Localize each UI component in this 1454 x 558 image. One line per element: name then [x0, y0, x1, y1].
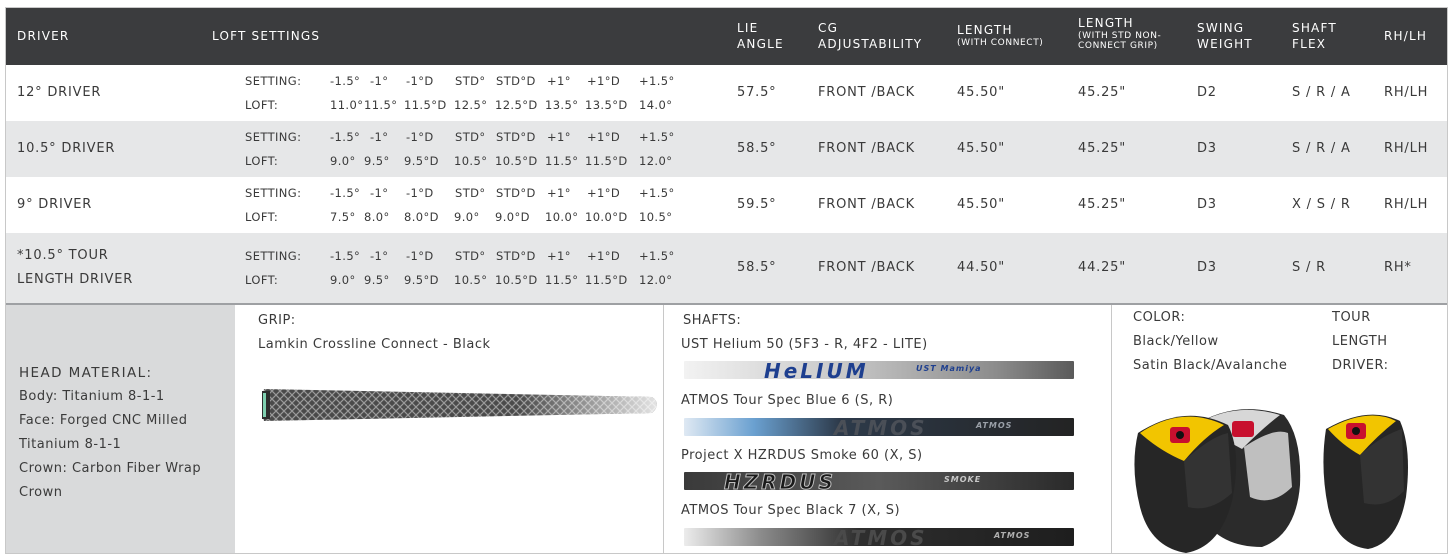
- loft-value: 9.5°D: [404, 154, 439, 168]
- setting-value: -1°: [370, 249, 389, 263]
- setting-value: -1°D: [406, 74, 434, 88]
- loft-value: 9.5°: [364, 154, 390, 168]
- table-row: [6, 233, 1448, 303]
- loft-value: 11.0°: [330, 98, 364, 112]
- setting-value: STD°: [455, 249, 486, 263]
- loft-value: 11.5°D: [585, 273, 628, 287]
- header-lie-angle: LIE ANGLE: [737, 21, 784, 51]
- setting-value: +1°: [547, 74, 571, 88]
- loft-value: 10.5°: [454, 273, 488, 287]
- setting-value: STD°D: [496, 74, 536, 88]
- loft-label: LOFT:: [245, 210, 279, 224]
- divider: [663, 305, 664, 554]
- length-connect: 45.50": [957, 197, 1005, 212]
- head-material-panel: [6, 305, 235, 554]
- head-material-line: Body: Titanium 8-1-1: [19, 389, 165, 404]
- loft-label: LOFT:: [245, 98, 279, 112]
- loft-value: 12.0°: [639, 154, 673, 168]
- setting-value: -1.5°: [330, 249, 361, 263]
- grip-name: Lamkin Crossline Connect - Black: [258, 337, 491, 352]
- header-swing-weight: SWING WEIGHT: [1197, 21, 1253, 51]
- setting-value: -1.5°: [330, 74, 361, 88]
- swing-weight: D3: [1197, 260, 1217, 275]
- swing-weight: D3: [1197, 141, 1217, 156]
- setting-label: SETTING:: [245, 249, 302, 263]
- length-standard: 44.25": [1078, 260, 1126, 275]
- header-length-std: LENGTH (WITH STD NON- CONNECT GRIP): [1078, 16, 1162, 51]
- cg-adjustability: FRONT /BACK: [818, 197, 915, 212]
- setting-value: +1°D: [587, 186, 621, 200]
- loft-settings-grid: [236, 245, 679, 291]
- loft-value: 12.0°: [639, 273, 673, 287]
- loft-value: 9.0°: [454, 210, 480, 224]
- swing-weight: D2: [1197, 85, 1217, 100]
- cg-adjustability: FRONT /BACK: [818, 260, 915, 275]
- setting-value: +1°: [547, 249, 571, 263]
- loft-value: 7.5°: [330, 210, 356, 224]
- loft-value: 12.5°D: [495, 98, 538, 112]
- loft-value: 9.0°: [330, 154, 356, 168]
- setting-value: STD°D: [496, 130, 536, 144]
- hand-orientation: RH/LH: [1384, 85, 1429, 100]
- setting-value: STD°D: [496, 249, 536, 263]
- loft-value: 9.5°: [364, 273, 390, 287]
- header-driver: DRIVER: [17, 29, 70, 43]
- head-material-line: Face: Forged CNC Milled: [19, 413, 188, 428]
- loft-value: 11.5°D: [585, 154, 628, 168]
- length-connect: 44.50": [957, 260, 1005, 275]
- head-material-line: Titanium 8-1-1: [19, 437, 122, 452]
- loft-value: 10.0°: [545, 210, 579, 224]
- setting-value: +1°D: [587, 130, 621, 144]
- shafts-title: SHAFTS:: [683, 313, 742, 328]
- length-connect: 45.50": [957, 141, 1005, 156]
- setting-value: +1°: [547, 186, 571, 200]
- color-title: COLOR:: [1133, 310, 1186, 325]
- loft-value: 9.0°: [330, 273, 356, 287]
- cg-adjustability: FRONT /BACK: [818, 141, 915, 156]
- loft-value: 11.5°: [545, 154, 579, 168]
- setting-value: +1°: [547, 130, 571, 144]
- setting-value: -1°D: [406, 130, 434, 144]
- setting-value: -1°: [370, 186, 389, 200]
- loft-value: 12.5°: [454, 98, 488, 112]
- head-material-line: Crown: Carbon Fiber Wrap: [19, 461, 202, 476]
- header-hand: RH/LH: [1384, 29, 1428, 43]
- length-standard: 45.25": [1078, 141, 1126, 156]
- loft-value: 13.5°D: [585, 98, 628, 112]
- shaft-name: ATMOS Tour Spec Black 7 (X, S): [681, 503, 901, 518]
- setting-value: -1°: [370, 74, 389, 88]
- header-cg: CG ADJUSTABILITY: [818, 21, 923, 51]
- tour-length-label: DRIVER:: [1332, 358, 1389, 373]
- driver-name: 12° DRIVER: [17, 85, 102, 100]
- driver-name: *10.5° TOUR: [17, 248, 109, 263]
- loft-label: LOFT:: [245, 273, 279, 287]
- shaft-name: Project X HZRDUS Smoke 60 (X, S): [681, 448, 923, 463]
- setting-value: +1°D: [587, 249, 621, 263]
- details-section: [6, 303, 1448, 554]
- loft-value: 8.0°D: [404, 210, 439, 224]
- setting-value: +1.5°: [639, 130, 675, 144]
- hand-orientation: RH/LH: [1384, 197, 1429, 212]
- setting-label: SETTING:: [245, 130, 302, 144]
- driver-name: 10.5° DRIVER: [17, 141, 116, 156]
- loft-settings-grid: [236, 182, 679, 228]
- loft-settings-grid: [236, 126, 679, 172]
- head-material-line: Crown: [19, 485, 63, 500]
- tour-length-label: TOUR: [1332, 310, 1371, 325]
- shaft-image-atmos-black: ATMOS ATMOS: [684, 528, 1074, 546]
- shaft-image-helium: HeLIUM UST Mamiya: [684, 361, 1074, 379]
- color-option: Black/Yellow: [1133, 334, 1219, 349]
- lie-angle: 59.5°: [737, 197, 777, 212]
- lie-angle: 58.5°: [737, 141, 777, 156]
- header-loft-settings: LOFT SETTINGS: [212, 29, 321, 43]
- setting-label: SETTING:: [245, 186, 302, 200]
- shaft-flex: S / R: [1292, 260, 1326, 275]
- head-material-title: HEAD MATERIAL:: [19, 365, 153, 381]
- shaft-image-hzrdus: HZRDUS SMOKE: [684, 472, 1074, 490]
- table-row: [6, 65, 1448, 121]
- shaft-name: UST Helium 50 (5F3 - R, 4F2 - LITE): [681, 337, 928, 352]
- length-standard: 45.25": [1078, 85, 1126, 100]
- loft-value: 10.5°: [454, 154, 488, 168]
- tour-length-label: LENGTH: [1332, 334, 1388, 349]
- hand-orientation: RH*: [1384, 260, 1412, 275]
- swing-weight: D3: [1197, 197, 1217, 212]
- loft-value: 11.5°D: [404, 98, 447, 112]
- driver-name: 9° DRIVER: [17, 197, 93, 212]
- driver-head-yellow-right: [1323, 415, 1408, 549]
- cg-adjustability: FRONT /BACK: [818, 85, 915, 100]
- length-connect: 45.50": [957, 85, 1005, 100]
- loft-value: 14.0°: [639, 98, 673, 112]
- loft-label: LOFT:: [245, 154, 279, 168]
- loft-value: 9.5°D: [404, 273, 439, 287]
- setting-label: SETTING:: [245, 74, 302, 88]
- lie-angle: 57.5°: [737, 85, 777, 100]
- shaft-name: ATMOS Tour Spec Blue 6 (S, R): [681, 393, 894, 408]
- loft-value: 11.5°: [364, 98, 398, 112]
- setting-value: +1.5°: [639, 186, 675, 200]
- lie-angle: 58.5°: [737, 260, 777, 275]
- shaft-flex: S / R / A: [1292, 141, 1351, 156]
- loft-value: 9.0°D: [495, 210, 530, 224]
- spec-table: [5, 7, 1448, 554]
- setting-value: STD°: [455, 186, 486, 200]
- divider: [1111, 305, 1112, 554]
- shaft-flex: S / R / A: [1292, 85, 1351, 100]
- setting-value: -1°D: [406, 249, 434, 263]
- loft-value: 8.0°: [364, 210, 390, 224]
- table-row: [6, 121, 1448, 177]
- shaft-flex: X / S / R: [1292, 197, 1351, 212]
- setting-value: -1°D: [406, 186, 434, 200]
- loft-value: 10.0°D: [585, 210, 628, 224]
- loft-value: 13.5°: [545, 98, 579, 112]
- grip-title: GRIP:: [258, 313, 296, 328]
- setting-value: STD°D: [496, 186, 536, 200]
- hand-orientation: RH/LH: [1384, 141, 1429, 156]
- driver-heads-image: [1124, 397, 1444, 554]
- header-length: LENGTH (WITH CONNECT): [957, 23, 1044, 48]
- setting-value: +1.5°: [639, 74, 675, 88]
- header-shaft-flex: SHAFT FLEX: [1292, 21, 1337, 51]
- loft-settings-grid: [236, 70, 679, 116]
- loft-value: 10.5°D: [495, 273, 538, 287]
- color-option: Satin Black/Avalanche: [1133, 358, 1288, 373]
- setting-value: STD°: [455, 74, 486, 88]
- setting-value: -1.5°: [330, 130, 361, 144]
- loft-value: 10.5°D: [495, 154, 538, 168]
- length-standard: 45.25": [1078, 197, 1126, 212]
- setting-value: -1°: [370, 130, 389, 144]
- table-row: [6, 177, 1448, 233]
- setting-value: +1°D: [587, 74, 621, 88]
- loft-value: 11.5°: [545, 273, 579, 287]
- shaft-image-atmos-blue: ATMOS ATMOS: [684, 418, 1074, 436]
- setting-value: STD°: [455, 130, 486, 144]
- setting-value: -1.5°: [330, 186, 361, 200]
- grip-image: [260, 387, 664, 423]
- setting-value: +1.5°: [639, 249, 675, 263]
- loft-value: 10.5°: [639, 210, 673, 224]
- table-header: [6, 8, 1448, 65]
- driver-name: LENGTH DRIVER: [17, 272, 134, 287]
